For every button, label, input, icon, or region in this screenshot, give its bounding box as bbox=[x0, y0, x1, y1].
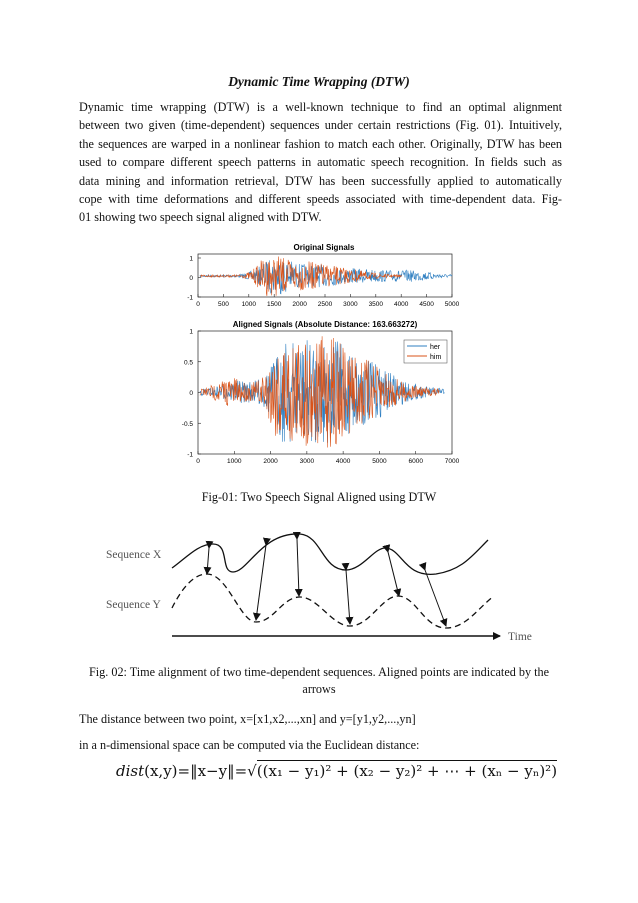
page-title: Dynamic Time Wrapping (DTW) bbox=[228, 74, 410, 89]
formula-radicand: ((x₁ − y₁)² + (x₂ − y₂)² + ⋯ + (xₙ − yₙ)²) bbox=[256, 762, 558, 780]
tick-label: 2500 bbox=[317, 301, 333, 308]
tick-label: 0 bbox=[189, 390, 193, 397]
fig1-bottom-title: Aligned Signals (Absolute Distance: 163.663272) bbox=[232, 320, 418, 329]
tick-label: 3000 bbox=[343, 301, 358, 308]
tick-label: 0.5 bbox=[183, 359, 193, 367]
fig2-caption: Fig. 02: Time alignment of two time-dependent sequences. Aligned points are indicated by the arrows bbox=[89, 665, 549, 696]
sequence-x-curve bbox=[172, 534, 488, 574]
paragraph-line: the sequences are warped in a nonlinear fashion to match each other. Originally, DTW has been bbox=[79, 136, 562, 151]
tick-label: 1000 bbox=[241, 301, 257, 308]
tick-label: -1 bbox=[187, 294, 193, 302]
tick-label: 4000 bbox=[335, 458, 351, 465]
paragraph-line: used to compare different speech patterns in automatic speech recognition. In fields such as bbox=[79, 155, 562, 170]
alignment-arrow bbox=[256, 545, 266, 620]
paragraph-line: data mining and information retrieval, DTW has been successfully applied to automatically bbox=[79, 173, 562, 188]
time-axis-label: Time bbox=[508, 631, 532, 643]
tick-label: -1 bbox=[187, 451, 193, 459]
tick-label: 2000 bbox=[292, 301, 307, 308]
fig1-top-title: Original Signals bbox=[293, 243, 355, 252]
alignment-arrow bbox=[425, 570, 446, 626]
tick-label: 5000 bbox=[444, 301, 460, 308]
tick-label: 6000 bbox=[408, 458, 423, 465]
euclidean-intro-text: in a n-dimensional space can be computed via the Euclidean distance: bbox=[79, 738, 420, 752]
paragraph-line: between two given (time-dependent) sequences under certain restrictions (Fig. 01). Intuitively, bbox=[79, 118, 562, 133]
tick-label: -0.5 bbox=[181, 420, 193, 428]
tick-label: 1500 bbox=[266, 301, 282, 308]
tick-label: 3500 bbox=[368, 301, 384, 308]
tick-label: 0 bbox=[196, 301, 200, 308]
tick-label: 500 bbox=[217, 301, 229, 308]
formula-function-name: dist bbox=[116, 762, 145, 780]
tick-label: 1 bbox=[189, 255, 193, 263]
alignment-arrow bbox=[207, 548, 209, 574]
sequence-x-label: Sequence X bbox=[106, 549, 162, 561]
distance-definition-text: The distance between two point, x=[x1,x2,...,xn] and y=[y1,y2,...,yn] bbox=[79, 712, 416, 726]
paragraph-line: 01 showing two speech signal aligned with DTW. bbox=[79, 210, 322, 225]
tick-label: 3000 bbox=[299, 458, 315, 465]
euclidean-formula bbox=[116, 760, 557, 780]
alignment-arrow bbox=[297, 539, 299, 596]
tick-label: 2000 bbox=[263, 458, 278, 465]
tick-label: 4500 bbox=[419, 301, 434, 308]
sqrt-symbol: √ bbox=[247, 762, 257, 780]
legend-him-label: him bbox=[430, 354, 442, 361]
fig1-caption: Fig-01: Two Speech Signal Aligned using DTW bbox=[201, 490, 437, 504]
alignment-arrow bbox=[346, 570, 350, 624]
tick-label: 4000 bbox=[393, 301, 409, 308]
tick-label: 5000 bbox=[372, 458, 387, 465]
paragraph-line: cope with time deformations and different speeds associated with time-dependent data. Fig- bbox=[79, 192, 562, 207]
tick-label: 7000 bbox=[444, 458, 460, 465]
paragraph-line: Dynamic time wrapping (DTW) is a well-known technique to find an optimal alignment bbox=[79, 100, 562, 114]
tick-label: 1000 bbox=[227, 458, 242, 465]
alignment-arrow bbox=[388, 552, 399, 596]
tick-label: 0 bbox=[196, 458, 200, 465]
formula-lhs: (x,y)=‖x−y‖= bbox=[144, 762, 248, 780]
sequence-y-label: Sequence Y bbox=[106, 599, 161, 611]
legend-her-label: her bbox=[430, 344, 441, 351]
sequence-y-curve bbox=[172, 574, 494, 628]
tick-label: 0 bbox=[189, 275, 193, 282]
tick-label: 1 bbox=[189, 328, 193, 336]
